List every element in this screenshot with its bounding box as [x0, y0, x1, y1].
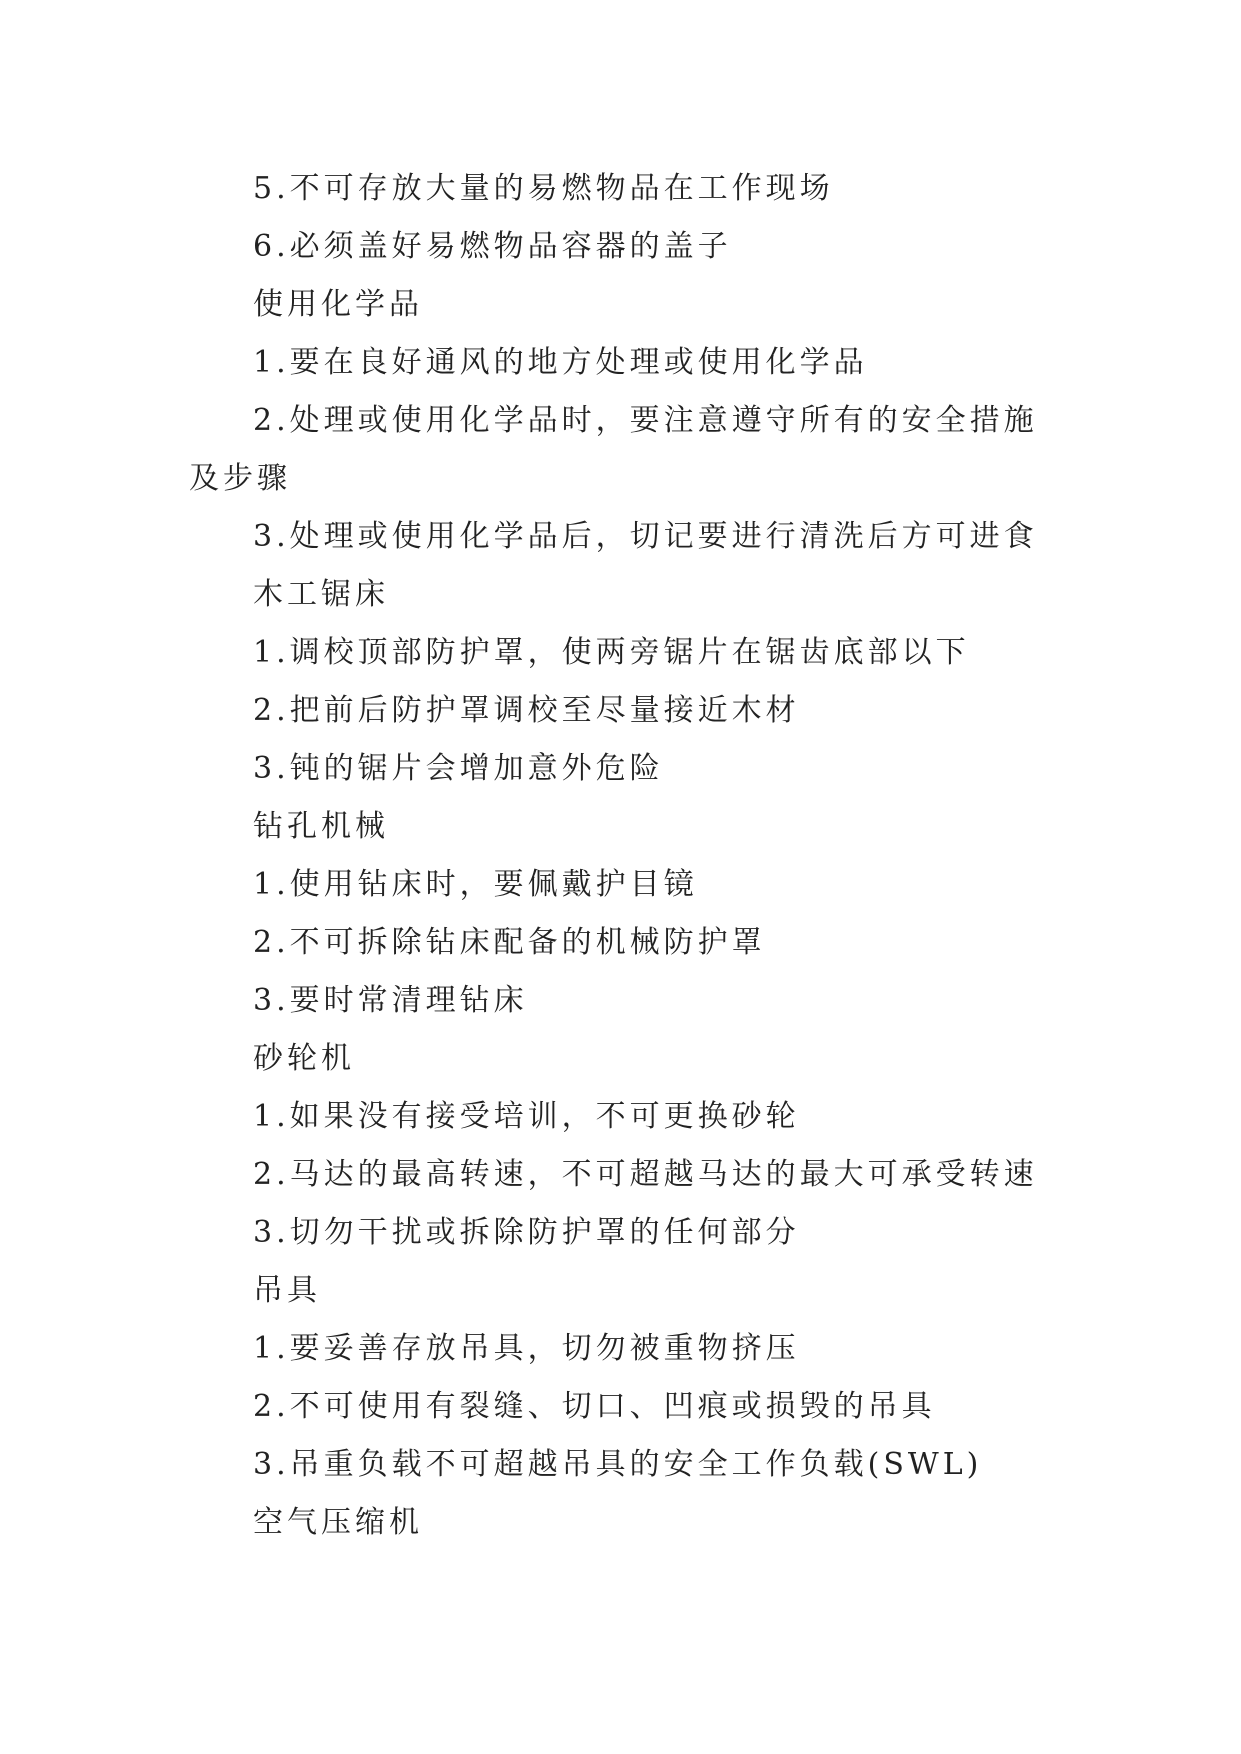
- section-heading-saw: 木工锯床: [253, 577, 389, 612]
- list-item-grinder-training: 1.如果没有接受培训，不可更换砂轮: [253, 1099, 800, 1134]
- list-item-lifting-storage: 1.要妥善存放吊具，切勿被重物挤压: [253, 1331, 800, 1366]
- list-item-saw-front-back: 2.把前后防护罩调校至尽量接近木材: [253, 693, 800, 728]
- list-item-grinder-speed: 2.马达的最高转速，不可超越马达的最大可承受转速: [253, 1157, 1038, 1192]
- list-item-drill-clean: 3.要时常清理钻床: [253, 983, 528, 1018]
- list-item-saw-guard: 1.调校顶部防护罩，使两旁锯片在锯齿底部以下: [253, 635, 970, 670]
- list-item-chemicals-wash: 3.处理或使用化学品后，切记要进行清洗后方可进食: [253, 519, 1038, 554]
- section-heading-compressor: 空气压缩机: [253, 1505, 423, 1540]
- list-item-flammables-lid: 6.必须盖好易燃物品容器的盖子: [253, 229, 732, 264]
- list-item-lifting-swl: 3.吊重负载不可超越吊具的安全工作负载(SWL): [253, 1447, 983, 1482]
- list-item-chemicals-safety: 2.处理或使用化学品时，要注意遵守所有的安全措施及步骤: [189, 403, 1038, 496]
- list-item-grinder-guard: 3.切勿干扰或拆除防护罩的任何部分: [253, 1215, 800, 1250]
- list-item-drill-goggles: 1.使用钻床时，要佩戴护目镜: [253, 867, 698, 902]
- section-heading-chemicals: 使用化学品: [253, 287, 423, 322]
- list-item-saw-blunt: 3.钝的锯片会增加意外危险: [253, 751, 664, 786]
- list-item-chemicals-ventilation: 1.要在良好通风的地方处理或使用化学品: [253, 345, 868, 380]
- list-item-drill-guard: 2.不可拆除钻床配备的机械防护罩: [253, 925, 766, 960]
- document-body: [189, 160, 1069, 1552]
- list-item-lifting-damage: 2.不可使用有裂缝、切口、凹痕或损毁的吊具: [253, 1389, 936, 1424]
- section-heading-drill: 钻孔机械: [253, 809, 389, 844]
- list-item-flammables-storage: 5.不可存放大量的易燃物品在工作现场: [253, 171, 834, 206]
- section-heading-grinder: 砂轮机: [253, 1041, 355, 1076]
- section-heading-lifting: 吊具: [253, 1273, 321, 1308]
